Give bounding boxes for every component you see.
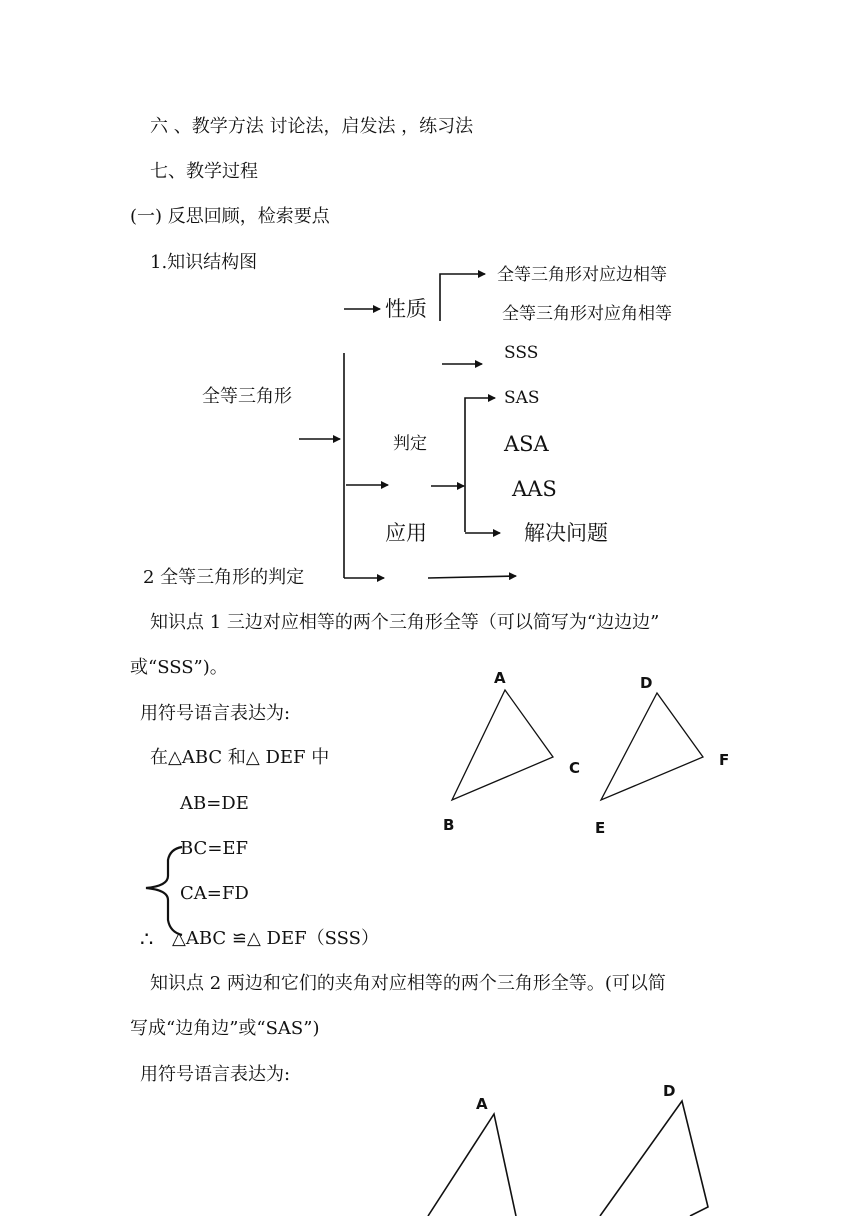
vertex-label-a-sas: A [476,1095,488,1113]
judge-bracket [465,398,495,532]
vertex-label-d: D [640,674,653,692]
triangle-abc-sas [428,1114,516,1216]
kp2-statement-line2: 写成“边角边”或“SAS”) [130,1018,320,1039]
vertex-label-a: A [494,669,506,687]
diagram-judge-label: 判定 [393,434,427,454]
kp1-equation-ca-fd: CA=FD [180,883,249,904]
kp1-statement-line1: 知识点 1 三边对应相等的两个三角形全等（可以简写为“边边边” [150,612,660,633]
triangle-abc [452,690,553,800]
vertex-label-f: F [719,751,730,769]
diagram-apply-label: 应用 [385,521,427,545]
kp1-symbol-intro: 用符号语言表达为: [140,703,291,724]
vertex-label-c: C [569,759,581,777]
apply-arrow-long [428,576,516,578]
diagram-judge-item-sas: SAS [504,388,540,408]
diagram-judge-item-sss: SSS [504,343,539,363]
therefore-symbol: ∴ [140,927,154,951]
kp1-equation-ab-de: AB=DE [180,793,249,814]
diagram-root-label: 全等三角形 [202,386,292,407]
congruence-criteria-heading: 2 全等三角形的判定 [143,567,305,588]
kp2-symbol-intro: 用符号语言表达为: [140,1064,291,1085]
curly-brace [146,847,182,935]
kp1-statement-line2: 或“SSS”)。 [130,657,228,678]
knowledge-structure-heading: 1.知识结构图 [150,252,258,273]
teaching-method-line: 六 、教学方法 讨论法，启发法 ，练习法 [150,116,474,137]
diagram-judge-item-aas: AAS [512,477,557,501]
diagram-property-item-2: 全等三角形对应角相等 [502,304,672,324]
triangle-def [601,693,703,800]
triangle-def-sas [600,1101,708,1216]
part-one-heading: (一) 反思回顾，检索要点 [130,206,330,227]
diagram-property-label: 性质 [385,297,427,321]
kp1-equation-bc-ef: BC=EF [180,838,249,859]
structure-diagram-lines [299,274,516,578]
kp1-condition: 在△ABC 和△ DEF 中 [150,747,330,768]
vertex-label-b: B [443,816,455,834]
diagram-judge-item-asa: ASA [504,432,549,456]
kp1-conclusion: △ABC ≌△ DEF（SSS） [172,928,379,949]
property-bracket [440,274,485,321]
vertex-label-d-sas: D [663,1082,676,1100]
kp2-statement-line1: 知识点 2 两边和它们的夹角对应相等的两个三角形全等。(可以简 [150,973,666,994]
vertex-label-e: E [595,819,606,837]
teaching-process-heading: 七、教学过程 [150,161,258,182]
diagram-property-item-1: 全等三角形对应边相等 [497,265,667,285]
diagram-apply-item: 解决问题 [524,521,608,545]
